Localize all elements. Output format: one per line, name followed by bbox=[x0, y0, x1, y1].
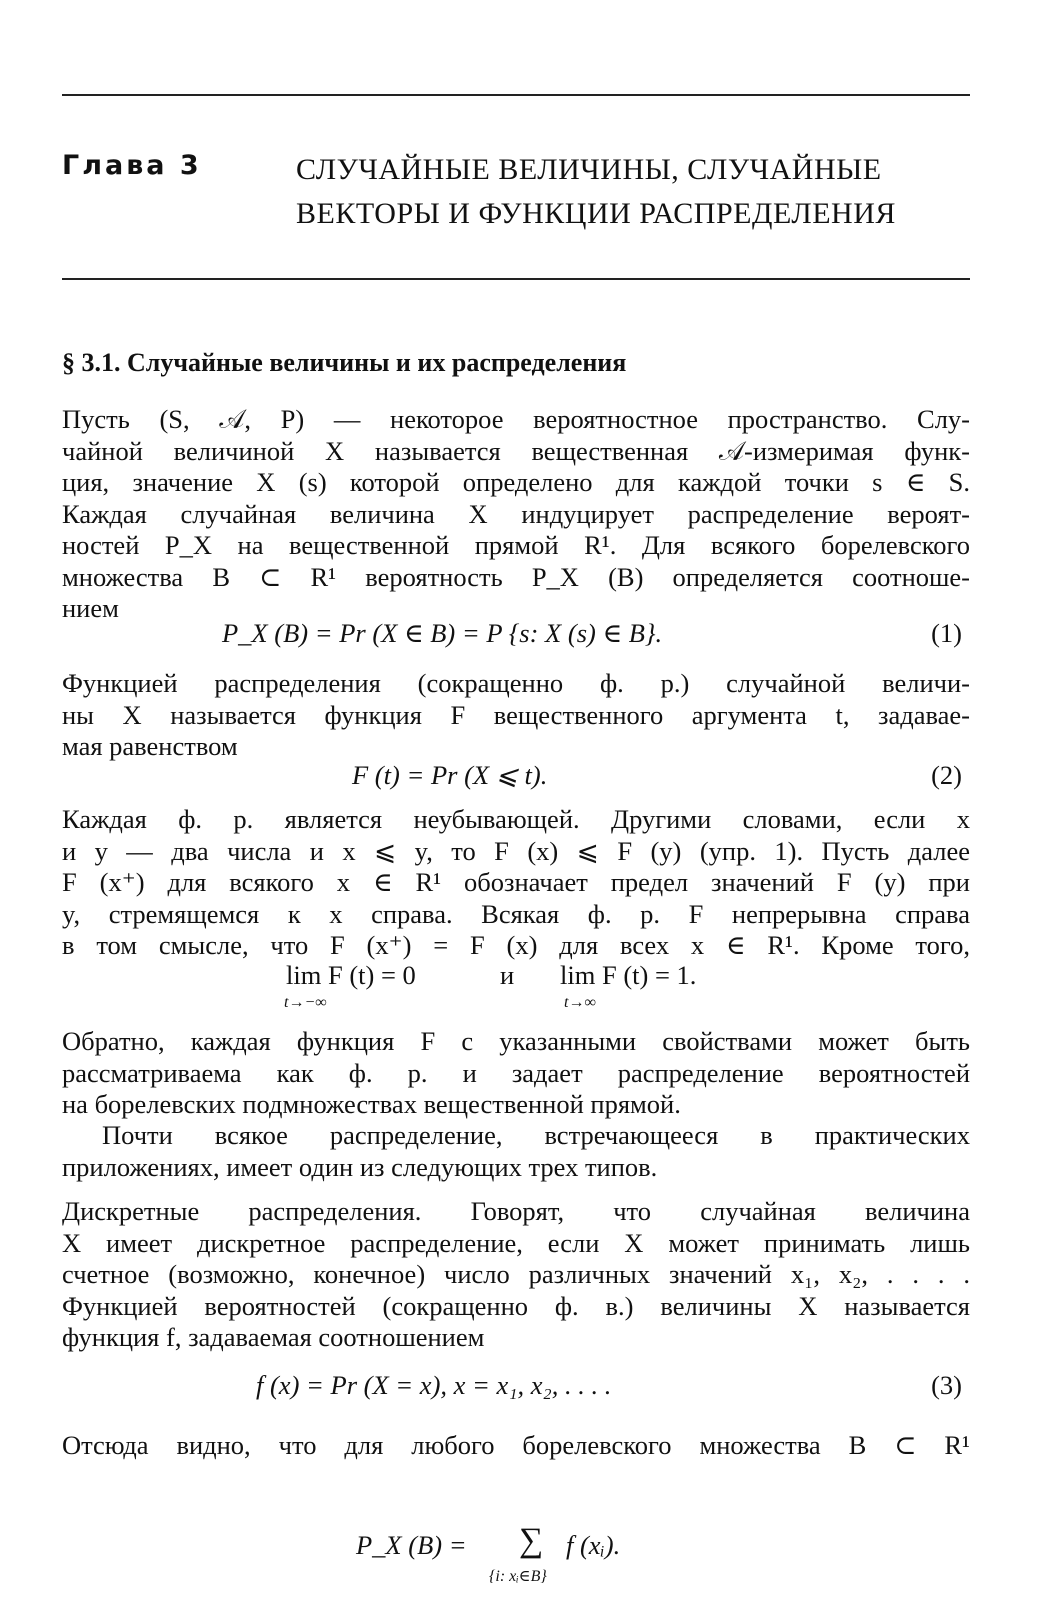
text-line: нием bbox=[62, 593, 119, 623]
paragraph bbox=[62, 1026, 970, 1121]
formula-3 bbox=[62, 1370, 970, 1402]
limit-expression: lim F (t) = 0 bbox=[286, 960, 416, 990]
text-line: Каждая случайная величина X индуцирует распределение вероят- bbox=[62, 498, 970, 529]
text-line: Функцией распределения (сокращенно ф. р.) случайной величи- bbox=[62, 668, 970, 698]
text-line: счетное (возможно, конечное) число различных значений x₁, x₂, . . . . bbox=[62, 1259, 970, 1289]
section-heading: § 3.1. Случайные величины и их распределения bbox=[62, 348, 627, 377]
paragraph bbox=[62, 668, 970, 763]
text-line: чайной величиной X называется вещественная 𝒜-измеримая функ- bbox=[62, 435, 970, 466]
conjunction-text: и bbox=[500, 960, 515, 990]
chapter-title bbox=[296, 148, 976, 236]
top-rule bbox=[62, 94, 970, 96]
text-line: и y — два числа и x ⩽ y, то F (x) ⩽ F (y) (упр. 1). Пусть далее bbox=[62, 835, 970, 866]
formula-1 bbox=[62, 618, 970, 650]
sum-subscript: {i: xᵢ∈B} bbox=[489, 1568, 547, 1585]
text-line: в том смысле, что F (x⁺) = F (x) для всех x ∈ R¹. Кроме того, bbox=[62, 930, 970, 960]
text-line: мая равенством bbox=[62, 731, 238, 761]
limit-expression: lim F (t) = 1. bbox=[560, 960, 697, 990]
bottom-rule bbox=[62, 278, 970, 280]
text-line: рассматриваема как ф. р. и задает распределение вероятностей bbox=[62, 1057, 970, 1088]
limit-left bbox=[286, 960, 486, 1020]
paragraph bbox=[62, 404, 970, 625]
chapter-title-line: ВЕКТОРЫ И ФУНКЦИИ РАСПРЕДЕЛЕНИЯ bbox=[296, 197, 896, 230]
formula-expression: P_X (B) = Pr (X ∈ B) = P {s: X (s) ∈ B}. bbox=[222, 618, 663, 648]
chapter-title-line: СЛУЧАЙНЫЕ ВЕЛИЧИНЫ, СЛУЧАЙНЫЕ bbox=[296, 153, 882, 186]
formula-4 bbox=[356, 1522, 756, 1592]
formula-number: (2) bbox=[931, 760, 962, 790]
text-line: X имеет дискретное распределение, если X может принимать лишь bbox=[62, 1227, 970, 1258]
chapter-label: Глава 3 bbox=[62, 150, 202, 181]
text-line: Почти всякое распределение, встречающееся в практических bbox=[102, 1120, 970, 1150]
text-line: Пусть (S, 𝒜, P) — некоторое вероятностное пространство. Слу- bbox=[62, 404, 970, 434]
paragraph bbox=[62, 1120, 970, 1183]
limit-conjunction bbox=[500, 960, 530, 1020]
text-line: функция f, задаваемая соотношением bbox=[62, 1322, 485, 1352]
paragraph bbox=[62, 1196, 970, 1354]
text-line: Каждая ф. р. является неубывающей. Другими словами, если x bbox=[62, 804, 970, 834]
text-line: приложениях, имеет один из следующих трех типов. bbox=[62, 1151, 658, 1182]
paragraph bbox=[62, 804, 970, 962]
text-line: F (x⁺) для всякого x ∈ R¹ обозначает предел значений F (y) при bbox=[62, 867, 970, 897]
text-line: на борелевских подмножествах вещественной прямой. bbox=[62, 1089, 681, 1119]
formula-rhs: f (xᵢ). bbox=[566, 1530, 621, 1560]
formula-expression: F (t) = Pr (X ⩽ t). bbox=[352, 760, 548, 790]
paragraph bbox=[62, 1430, 970, 1462]
text-line: ция, значение X (s) которой определено для каждой точки s ∈ S. bbox=[62, 467, 970, 497]
text-line: ны X называется функция F вещественного аргумента t, задавае- bbox=[62, 699, 970, 730]
formula-2 bbox=[62, 760, 970, 792]
text-line: Функцией вероятностей (сокращенно ф. в.) величины X называется bbox=[62, 1290, 970, 1321]
formula-number: (3) bbox=[931, 1370, 962, 1400]
limit-subscript: t→−∞ bbox=[284, 994, 327, 1011]
limit-right bbox=[560, 960, 780, 1020]
formula-number: (1) bbox=[931, 618, 962, 648]
text-line: Обратно, каждая функция F с указанными свойствами может быть bbox=[62, 1026, 970, 1056]
text-line: y, стремящемся к x справа. Всякая ф. р. F непрерывна справа bbox=[62, 898, 970, 929]
text-line: Дискретные распределения. Говорят, что случайная величина bbox=[62, 1196, 970, 1226]
text-line: Отсюда видно, что для любого борелевского множества B ⊂ R¹ bbox=[62, 1430, 970, 1460]
text-line: множества B ⊂ R¹ вероятность P_X (B) определяется соотноше- bbox=[62, 561, 970, 592]
text-line: ностей P_X на вещественной прямой R¹. Для всякого борелевского bbox=[62, 530, 970, 560]
sum-symbol: ∑ bbox=[519, 1522, 544, 1559]
limit-subscript: t→∞ bbox=[564, 994, 596, 1011]
formula-lhs: P_X (B) = bbox=[356, 1530, 467, 1560]
formula-expression: f (x) = Pr (X = x), x = x₁, x₂, . . . . bbox=[256, 1370, 612, 1400]
